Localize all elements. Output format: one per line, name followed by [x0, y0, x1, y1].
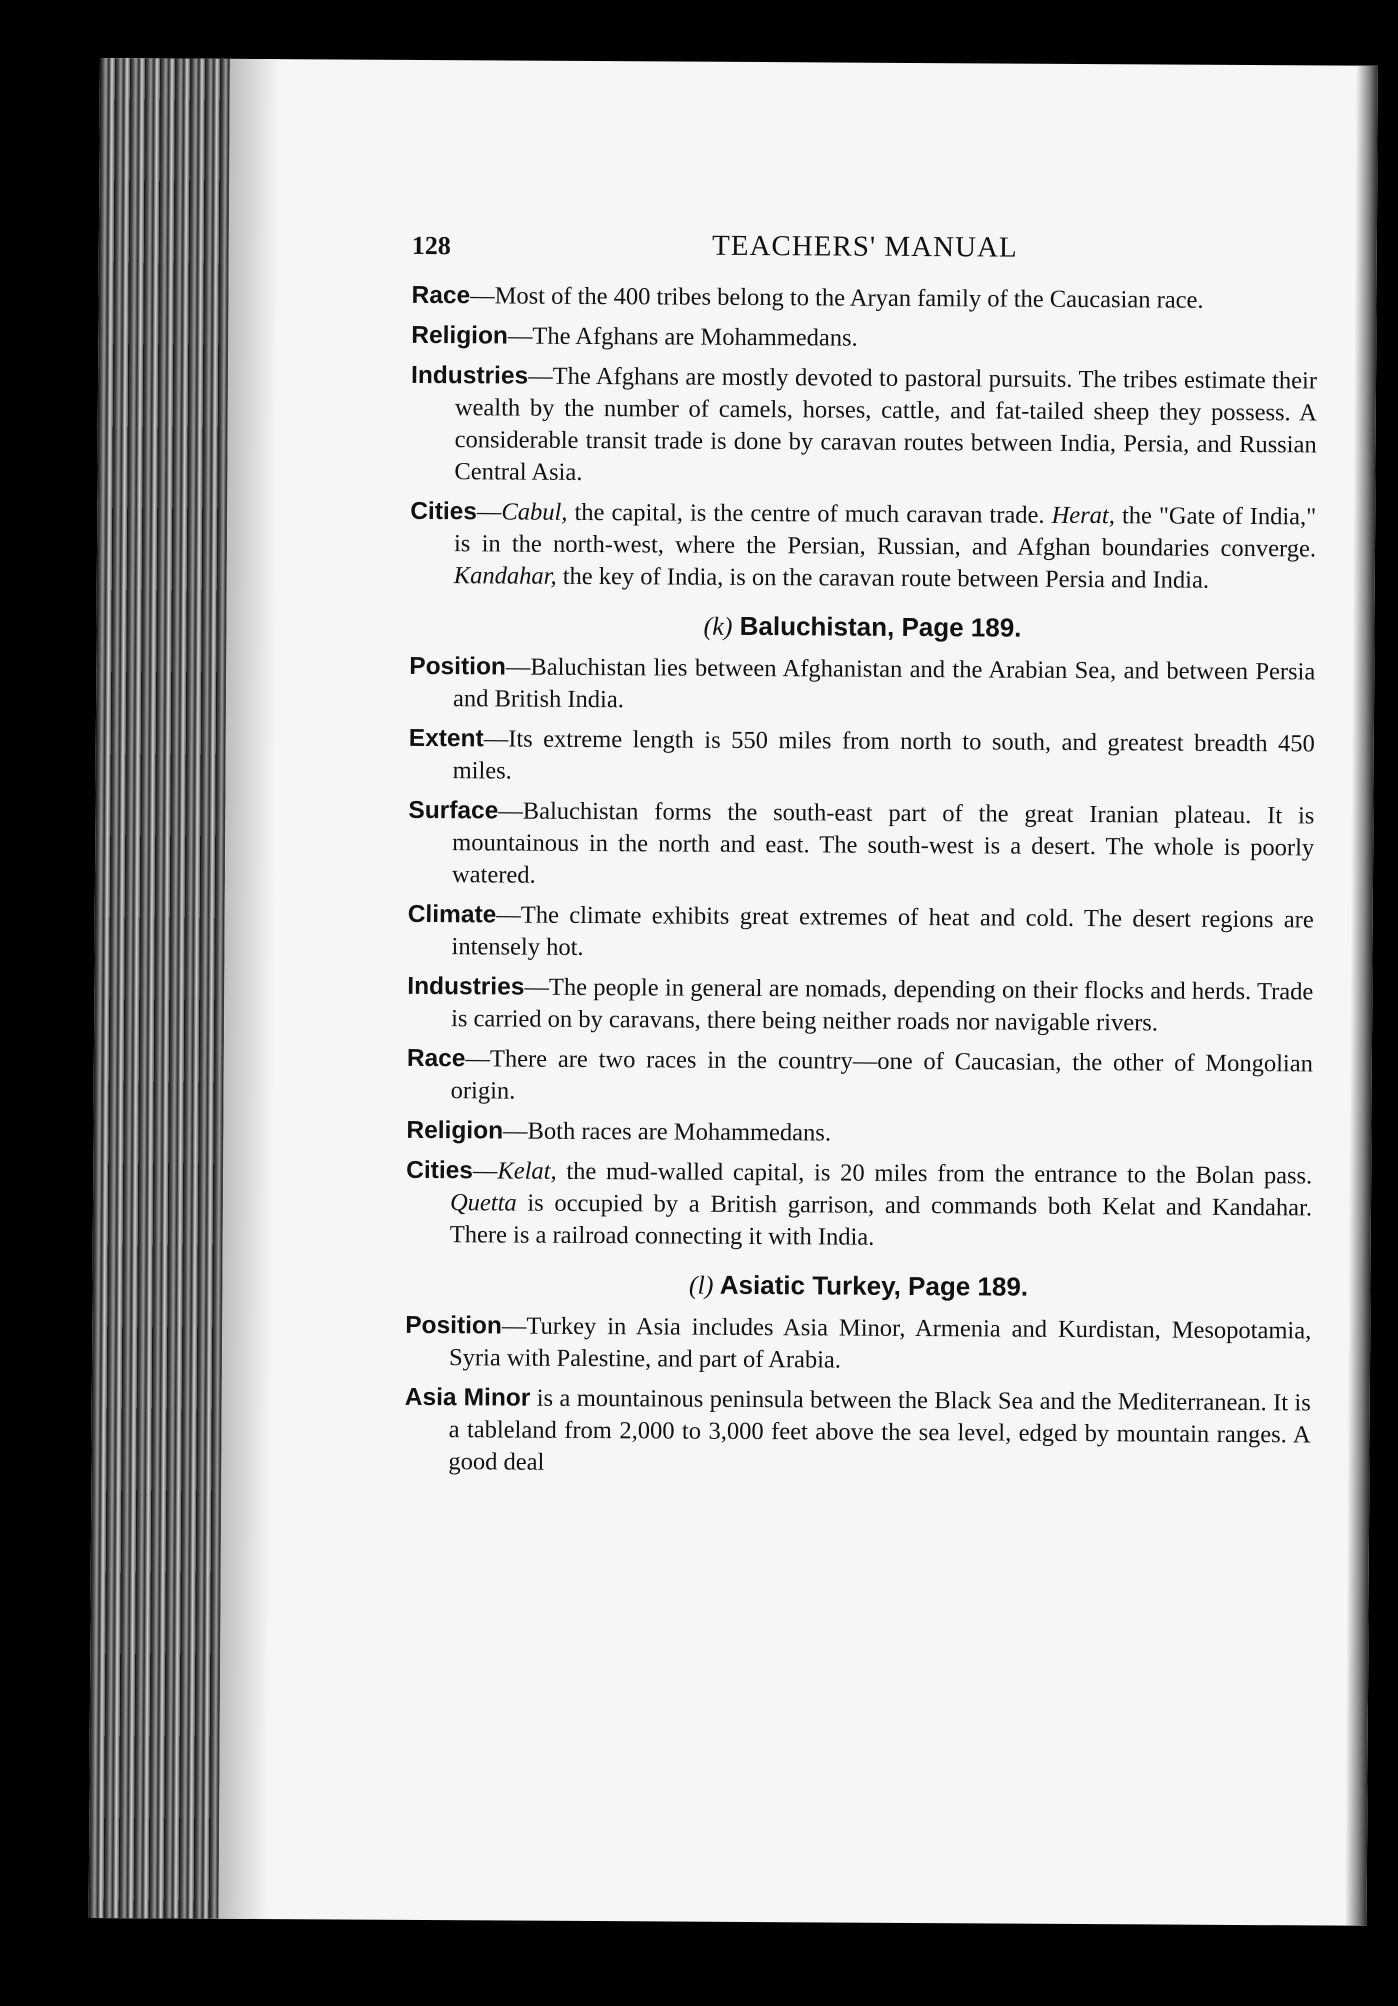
entry-term: Position	[405, 1311, 502, 1340]
entry-separator: —	[472, 1157, 498, 1185]
entry-paragraph	[406, 1155, 1313, 1257]
entry-paragraph	[409, 651, 1315, 721]
entry-separator: —	[476, 498, 502, 526]
entry-term: Race	[406, 1044, 466, 1073]
entry-paragraph	[409, 723, 1315, 793]
book-gutter-shadow	[89, 58, 230, 1919]
entry-text: Its extreme length is 550 miles from north to south, and greatest breadth 450 miles.	[452, 725, 1315, 785]
running-head	[412, 220, 1318, 286]
entry-paragraph	[404, 1382, 1311, 1484]
entry-term: Cities	[406, 1156, 474, 1185]
entry-term: Surface	[408, 796, 499, 825]
entry-text: Baluchistan lies between Afghanistan and the Arabian Sea, and between Persia and British India.	[453, 653, 1316, 714]
entry-paragraph	[410, 496, 1317, 598]
entry-text: the "Gate of India," is in the north-west, where the Persian, Russian, and Afghan boundaries converge.	[453, 502, 1317, 563]
section-title: Baluchistan, Page 189.	[739, 610, 1022, 643]
entry-separator: —	[498, 797, 523, 825]
book-page	[89, 58, 1378, 1926]
entry-paragraph	[408, 795, 1315, 897]
entry-paragraph	[411, 280, 1317, 318]
entry-separator: —	[524, 973, 550, 1001]
text-body	[404, 280, 1317, 1484]
place-name: Herat,	[1051, 501, 1116, 530]
entry-text: The Afghans are Mohammedans.	[532, 322, 858, 352]
place-name: Quetta	[449, 1189, 517, 1217]
entry-paragraph	[407, 899, 1313, 969]
entry-separator: —	[505, 653, 531, 681]
section-heading	[409, 608, 1315, 647]
entry-text: Turkey in Asia includes Asia Minor, Armenia and Kurdistan, Mesopotamia, Syria with Palestine, and part of Arabia.	[448, 1312, 1312, 1374]
entry-paragraph	[411, 320, 1317, 358]
section-heading	[405, 1267, 1311, 1306]
section-label: (l)	[688, 1270, 714, 1300]
entry-term: Cities	[410, 497, 478, 526]
entry-separator: —	[470, 282, 495, 310]
place-name: Cabul,	[501, 498, 568, 526]
entry-term: Race	[411, 281, 471, 310]
entry-separator: —	[528, 362, 553, 390]
entry-term: Climate	[407, 900, 497, 929]
entry-text: Most of the 400 tribes belong to the Aryan family of the Caucasian race.	[494, 282, 1204, 314]
page-number: 128	[411, 230, 451, 261]
entry-term: Extent	[408, 724, 484, 753]
section-label: (k)	[703, 611, 733, 641]
entry-separator: —	[483, 725, 509, 753]
entry-separator: —	[507, 322, 533, 350]
entry-text: the capital, is the centre of much caravan trade.	[567, 498, 1052, 529]
entry-text: the mud-walled capital, is 20 miles from the entrance to the Bolan pass.	[556, 1157, 1313, 1190]
entry-text: The climate exhibits great extremes of heat and cold. The desert regions are intensely hot.	[451, 901, 1314, 961]
entry-text: the key of India, is on the caravan route between Persia and India.	[556, 562, 1210, 594]
entry-term: Industries	[410, 361, 529, 390]
entry-paragraph	[407, 1043, 1313, 1113]
entry-text: The people in general are nomads, depending on their flocks and herds. Trade is carried on by caravans, there being neither roads nor navigable rivers.	[451, 973, 1314, 1037]
entry-term: Religion	[406, 1116, 504, 1145]
entry-paragraph	[406, 1115, 1312, 1153]
entry-text: Both races are Mohammedans.	[527, 1117, 832, 1147]
page-content	[404, 220, 1318, 1492]
entry-paragraph	[407, 971, 1313, 1041]
entry-separator: —	[503, 1117, 528, 1145]
entry-paragraph	[410, 360, 1317, 494]
entry-text: There are two races in the country—one of Caucasian, the other of Mongolian origin.	[450, 1045, 1313, 1105]
entry-separator: —	[496, 901, 521, 929]
place-name: Kandahar,	[453, 562, 557, 590]
entry-paragraph	[405, 1310, 1311, 1380]
entry-term: Industries	[407, 972, 525, 1001]
place-name: Kelat,	[497, 1157, 557, 1185]
entry-term: Position	[409, 652, 507, 681]
entry-term: Religion	[411, 321, 509, 350]
entry-term: Asia Minor	[404, 1383, 531, 1412]
entry-separator: —	[465, 1045, 491, 1073]
entry-text: The Afghans are mostly devoted to pastoral pursuits. The tribes estimate their wealth by the number of camels, horses, cattle, and fat-tailed sheep they possess. A considerable transit trade is done by caravan routes between India, Persia, and Russian Central Asia.	[454, 362, 1318, 486]
page-title: TEACHERS' MANUAL	[711, 229, 1018, 264]
section-title: Asiatic Turkey, Page 189.	[719, 1269, 1029, 1302]
page-edge-shadow	[1345, 66, 1378, 1926]
entry-separator: —	[501, 1312, 527, 1340]
entry-text: is a mountainous peninsula between the Black Sea and the Mediterranean. It is a tableland from 2,000 to 3,000 feet above the sea level, edged by mountain ranges. A good deal	[448, 1384, 1311, 1476]
entry-text: Baluchistan forms the south-east part of the great Iranian plateau. It is mountainous in the north and east. The south-west is a desert. The whole is poorly watered.	[451, 797, 1315, 889]
entry-text: is occupied by a British garrison, and commands both Kelat and Kandahar. There is a railroad connecting it with India.	[449, 1189, 1313, 1251]
